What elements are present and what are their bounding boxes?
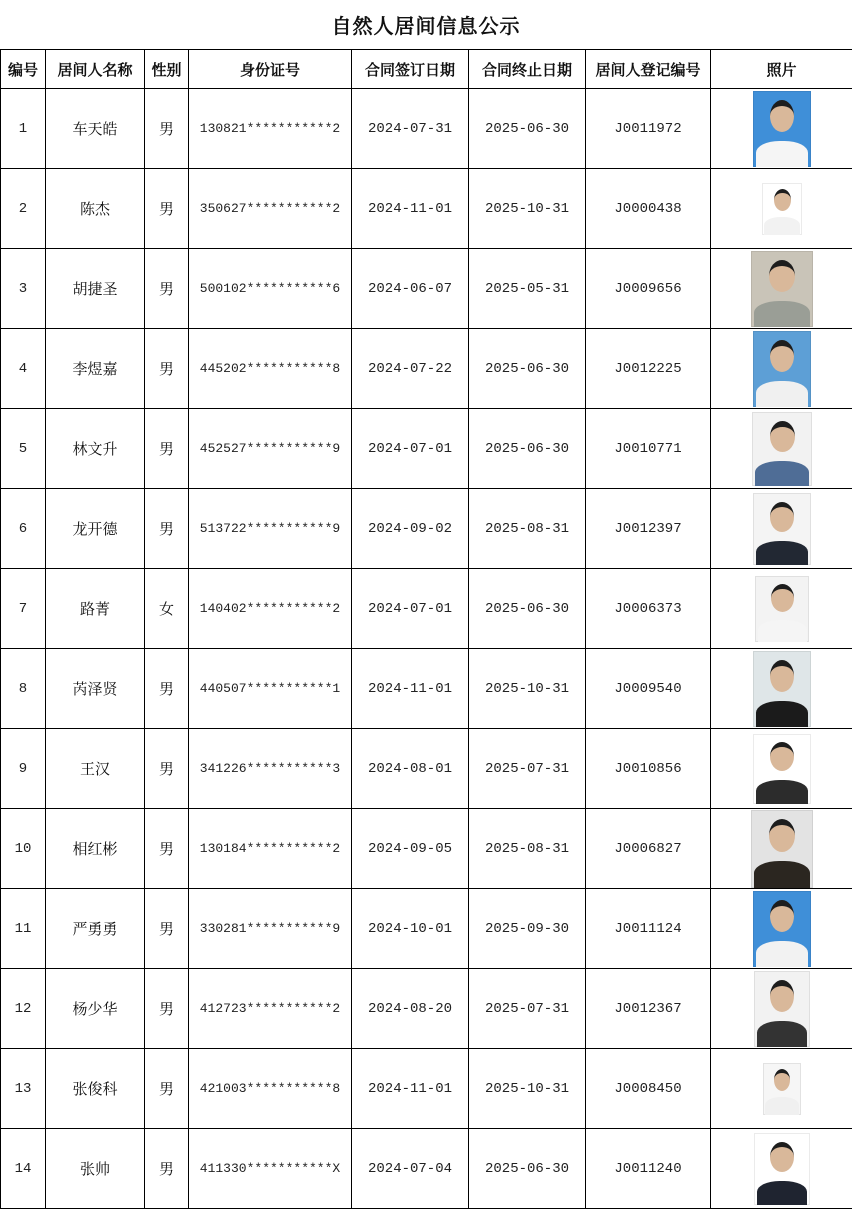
registration-number: J0009540 <box>586 649 711 729</box>
row-number: 13 <box>1 1049 46 1129</box>
portrait-body <box>756 141 808 167</box>
portrait-head <box>770 980 794 1012</box>
sign-date: 2024-10-01 <box>352 889 469 969</box>
end-date: 2025-06-30 <box>469 1129 586 1209</box>
table-row <box>1 89 852 169</box>
registration-number: J0008450 <box>586 1049 711 1129</box>
table-row <box>1 1049 852 1129</box>
table-row <box>1 569 852 649</box>
intermediary-name: 龙开德 <box>46 489 145 569</box>
row-number: 14 <box>1 1129 46 1209</box>
registration-number: J0010856 <box>586 729 711 809</box>
gender: 男 <box>145 649 189 729</box>
portrait-head <box>774 189 791 211</box>
header-photo: 照片 <box>711 50 852 89</box>
row-number: 12 <box>1 969 46 1049</box>
photo-cell <box>711 969 852 1049</box>
id-number: 330281***********9 <box>189 889 352 969</box>
end-date: 2025-10-31 <box>469 169 586 249</box>
intermediary-name: 陈杰 <box>46 169 145 249</box>
sign-date: 2024-07-01 <box>352 569 469 649</box>
gender: 男 <box>145 89 189 169</box>
sign-date: 2024-11-01 <box>352 169 469 249</box>
sign-date: 2024-06-07 <box>352 249 469 329</box>
row-number: 6 <box>1 489 46 569</box>
portrait-head <box>770 100 794 132</box>
table-header-row <box>1 50 852 89</box>
photo-cell <box>711 569 852 649</box>
portrait-photo <box>753 734 811 804</box>
header-end-date: 合同终止日期 <box>469 50 586 89</box>
registration-number: J0012367 <box>586 969 711 1049</box>
gender: 男 <box>145 889 189 969</box>
photo-cell <box>711 1129 852 1209</box>
intermediary-name: 杨少华 <box>46 969 145 1049</box>
photo-cell <box>711 489 852 569</box>
photo-cell <box>711 249 852 329</box>
end-date: 2025-07-31 <box>469 729 586 809</box>
id-number: 130184***********2 <box>189 809 352 889</box>
end-date: 2025-10-31 <box>469 649 586 729</box>
header-id-number: 身份证号 <box>189 50 352 89</box>
intermediary-name: 路菁 <box>46 569 145 649</box>
registration-number: J0006827 <box>586 809 711 889</box>
intermediary-name: 车天皓 <box>46 89 145 169</box>
table-row <box>1 489 852 569</box>
intermediary-name: 相红彬 <box>46 809 145 889</box>
gender: 男 <box>145 329 189 409</box>
portrait-head <box>770 742 794 771</box>
end-date: 2025-06-30 <box>469 329 586 409</box>
portrait-head <box>770 421 795 452</box>
portrait-photo <box>751 810 813 888</box>
id-number: 411330***********X <box>189 1129 352 1209</box>
table-row <box>1 169 852 249</box>
end-date: 2025-06-30 <box>469 89 586 169</box>
registration-number: J0011124 <box>586 889 711 969</box>
row-number: 3 <box>1 249 46 329</box>
portrait-head <box>770 502 794 532</box>
end-date: 2025-05-31 <box>469 249 586 329</box>
gender: 男 <box>145 1049 189 1129</box>
registration-number: J0011972 <box>586 89 711 169</box>
id-number: 500102***********6 <box>189 249 352 329</box>
registration-number: J0012397 <box>586 489 711 569</box>
id-number: 421003***********8 <box>189 1049 352 1129</box>
id-number: 440507***********1 <box>189 649 352 729</box>
sign-date: 2024-08-01 <box>352 729 469 809</box>
photo-cell <box>711 169 852 249</box>
portrait-head <box>774 1069 790 1091</box>
id-number: 412723***********2 <box>189 969 352 1049</box>
portrait-head <box>769 260 795 292</box>
sign-date: 2024-09-02 <box>352 489 469 569</box>
sign-date: 2024-09-05 <box>352 809 469 889</box>
end-date: 2025-10-31 <box>469 1049 586 1129</box>
portrait-body <box>757 1181 807 1205</box>
portrait-photo <box>754 1133 810 1205</box>
id-number: 350627***********2 <box>189 169 352 249</box>
sign-date: 2024-11-01 <box>352 1049 469 1129</box>
portrait-photo <box>753 891 811 967</box>
photo-cell <box>711 729 852 809</box>
table-row <box>1 969 852 1049</box>
table-row <box>1 249 852 329</box>
intermediary-name: 王汉 <box>46 729 145 809</box>
gender: 男 <box>145 969 189 1049</box>
portrait-photo <box>763 1063 801 1115</box>
table-row <box>1 889 852 969</box>
sign-date: 2024-11-01 <box>352 649 469 729</box>
row-number: 5 <box>1 409 46 489</box>
portrait-photo <box>754 971 810 1047</box>
row-number: 8 <box>1 649 46 729</box>
portrait-photo <box>753 651 811 727</box>
registration-number: J0011240 <box>586 1129 711 1209</box>
row-number: 7 <box>1 569 46 649</box>
end-date: 2025-09-30 <box>469 889 586 969</box>
header-name: 居间人名称 <box>46 50 145 89</box>
portrait-head <box>770 1142 794 1172</box>
intermediary-name: 李煜嘉 <box>46 329 145 409</box>
intermediary-name: 张俊科 <box>46 1049 145 1129</box>
portrait-photo <box>755 576 809 642</box>
portrait-body <box>756 541 808 565</box>
table-row <box>1 329 852 409</box>
photo-cell <box>711 409 852 489</box>
portrait-head <box>770 900 794 932</box>
photo-cell <box>711 649 852 729</box>
photo-cell <box>711 329 852 409</box>
photo-cell <box>711 1049 852 1129</box>
end-date: 2025-06-30 <box>469 409 586 489</box>
id-number: 452527***********9 <box>189 409 352 489</box>
end-date: 2025-06-30 <box>469 569 586 649</box>
page-title: 自然人居间信息公示 <box>331 14 521 38</box>
id-number: 513722***********9 <box>189 489 352 569</box>
header-gender: 性别 <box>145 50 189 89</box>
photo-cell <box>711 89 852 169</box>
end-date: 2025-07-31 <box>469 969 586 1049</box>
intermediary-name: 胡捷圣 <box>46 249 145 329</box>
gender: 男 <box>145 249 189 329</box>
sign-date: 2024-07-04 <box>352 1129 469 1209</box>
id-number: 140402***********2 <box>189 569 352 649</box>
row-number: 1 <box>1 89 46 169</box>
portrait-photo <box>762 183 802 235</box>
portrait-photo <box>753 331 811 407</box>
end-date: 2025-08-31 <box>469 809 586 889</box>
registration-number: J0012225 <box>586 329 711 409</box>
row-number: 4 <box>1 329 46 409</box>
portrait-body <box>756 941 808 967</box>
portrait-body <box>754 861 810 888</box>
gender: 男 <box>145 729 189 809</box>
portrait-body <box>756 780 808 804</box>
row-number: 11 <box>1 889 46 969</box>
gender: 男 <box>145 809 189 889</box>
id-number: 445202***********8 <box>189 329 352 409</box>
portrait-body <box>755 461 809 486</box>
end-date: 2025-08-31 <box>469 489 586 569</box>
gender: 男 <box>145 409 189 489</box>
table-row <box>1 729 852 809</box>
intermediary-name: 芮泽贤 <box>46 649 145 729</box>
id-number: 130821***********2 <box>189 89 352 169</box>
portrait-head <box>770 340 794 372</box>
photo-cell <box>711 889 852 969</box>
sign-date: 2024-07-01 <box>352 409 469 489</box>
gender: 男 <box>145 169 189 249</box>
sign-date: 2024-07-22 <box>352 329 469 409</box>
registration-number: J0009656 <box>586 249 711 329</box>
gender: 女 <box>145 569 189 649</box>
table-row <box>1 1129 852 1209</box>
table-row <box>1 649 852 729</box>
sign-date: 2024-07-31 <box>352 89 469 169</box>
portrait-body <box>756 381 808 407</box>
portrait-body <box>758 620 807 642</box>
intermediary-name: 严勇勇 <box>46 889 145 969</box>
portrait-photo <box>753 91 811 167</box>
portrait-body <box>757 1021 807 1047</box>
table-row <box>1 809 852 889</box>
table-row <box>1 409 852 489</box>
row-number: 10 <box>1 809 46 889</box>
portrait-photo <box>751 251 813 327</box>
header-registration-number: 居间人登记编号 <box>586 50 711 89</box>
portrait-head <box>770 660 794 692</box>
photo-cell <box>711 809 852 889</box>
gender: 男 <box>145 489 189 569</box>
portrait-body <box>764 217 800 235</box>
header-sign-date: 合同签订日期 <box>352 50 469 89</box>
portrait-head <box>771 584 794 612</box>
portrait-body <box>756 701 808 727</box>
intermediary-table <box>0 49 852 1209</box>
portrait-body <box>765 1097 799 1115</box>
registration-number: J0000438 <box>586 169 711 249</box>
row-number: 9 <box>1 729 46 809</box>
portrait-photo <box>752 412 812 486</box>
header-number: 编号 <box>1 50 46 89</box>
registration-number: J0010771 <box>586 409 711 489</box>
registration-number: J0006373 <box>586 569 711 649</box>
row-number: 2 <box>1 169 46 249</box>
portrait-photo <box>753 493 811 565</box>
sign-date: 2024-08-20 <box>352 969 469 1049</box>
portrait-body <box>754 301 810 327</box>
gender: 男 <box>145 1129 189 1209</box>
intermediary-name: 林文升 <box>46 409 145 489</box>
id-number: 341226***********3 <box>189 729 352 809</box>
intermediary-name: 张帅 <box>46 1129 145 1209</box>
portrait-head <box>769 819 795 852</box>
